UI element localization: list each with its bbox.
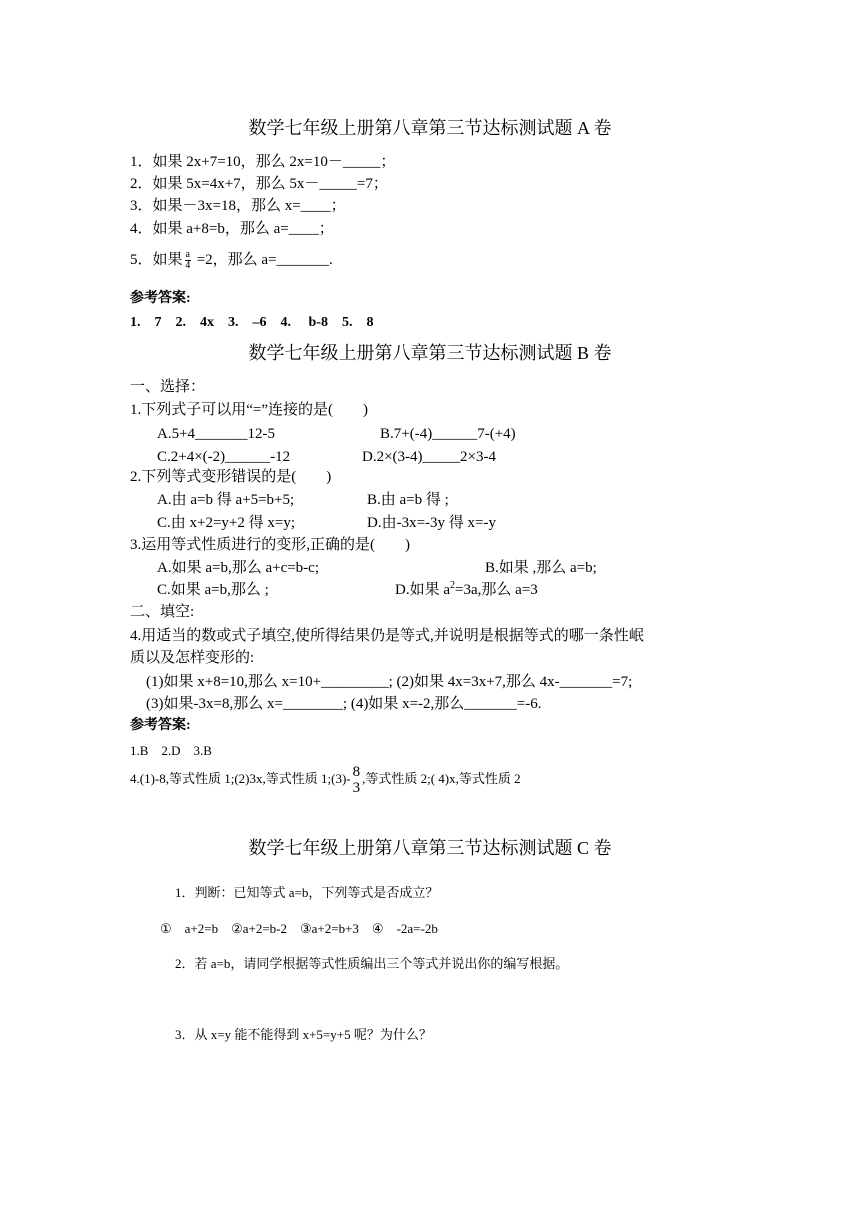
section-b-q2-option-b: B.由 a=b 得 ; [367, 492, 449, 508]
section-b-part-1-heading: 一、选择： [130, 379, 206, 395]
section-b-q2-option-a: A.由 a=b 得 a+5=b+5; [157, 492, 295, 508]
section-b-question-2: 2.下列等式变形错误的是( ) [130, 469, 332, 485]
exponent: 2 [450, 580, 455, 591]
section-b-answer-heading: 参考答案: [130, 718, 191, 733]
fraction-a-over-4 [185, 250, 191, 271]
section-b-question-4-line-1: 4.用适当的数或式子填空,使所得结果仍是等式,并说明是根据等式的哪一条性岷 [130, 628, 644, 644]
section-a-question-1: 1．如果 2x+7=10，那么 2x=10－_____； [130, 154, 396, 170]
section-b-question-4-line-2: 质以及怎样变形的: [130, 650, 255, 666]
section-b-question-1: 1.下列式子可以用“=”连接的是( ) [130, 402, 369, 418]
fraction-numerator: a [185, 249, 190, 261]
section-b-q1-option-d: D.2×(3-4)_____2×3-4 [362, 449, 496, 465]
section-a-question-4: 4．如果 a+8=b，那么 a=____； [130, 221, 334, 237]
section-a-question-3: 3．如果－3x=18，那么 x=____； [130, 198, 346, 214]
section-b-q1-option-c: C.2+4×(-2)______-12 [157, 449, 291, 465]
section-b-q1-option-a: A.5+4_______12-5 [157, 426, 276, 442]
option-d-prefix: D.如果 a [395, 582, 450, 598]
question-5-suffix: =2，那么 a=_______. [192, 252, 333, 268]
section-b-question-4-line-4: (3)如果-3x=8,那么 x=________; (4)如果 x=-2,那么_______=-6. [146, 696, 542, 712]
section-b-question-3: 3.运用等式性质进行的变形,正确的是( ) [130, 537, 410, 553]
section-b-q3-option-d [395, 580, 538, 600]
fraction-denominator: 4 [185, 260, 191, 272]
section-c-question-3: 3．从 x=y 能不能得到 x+5=y+5 呢？为什么？ [175, 1027, 432, 1042]
section-a-answers: 1. 7 2. 4x 3. –6 4. b-8 5. 8 [130, 315, 374, 330]
section-b-question-4-line-3: (1)如果 x+8=10,那么 x=10+_________; (2)如果 4x=3x+7,那么 4x-_______=7; [146, 674, 633, 690]
answers-2-prefix: 4.(1)-8,等式性质 1;(2)3x,等式性质 1;(3)- [130, 770, 351, 786]
section-c-title: 数学七年级上册第八章第三节达标测试题 C 卷 [248, 838, 612, 858]
section-c-question-2: 2．若 a=b，请同学根据等式性质编出三个等式并说出你的编写根据。 [175, 956, 569, 971]
fraction-numerator: 8 [352, 764, 361, 780]
section-a-question-5 [130, 250, 333, 271]
section-a-title: 数学七年级上册第八章第三节达标测试题 A 卷 [248, 118, 612, 138]
section-b-q3-option-a: A.如果 a=b,那么 a+c=b-c; [157, 560, 320, 576]
section-b-q3-option-b: B.如果 ,那么 a=b; [485, 560, 597, 576]
section-c-question-1: 1．判断：已知等式 a=b，下列等式是否成立？ [175, 885, 439, 900]
section-b-answers-1: 1.B 2.D 3.B [130, 743, 212, 758]
section-c-question-1-items: ① a+2=b ②a+2=b-2 ③a+2=b+3 ④ -2a=-2b [160, 921, 438, 936]
option-d-suffix: =3a,那么 a=3 [455, 582, 538, 598]
section-b-q1-option-b: B.7+(-4)______7-(+4) [380, 426, 516, 442]
fraction-8-over-3 [352, 764, 362, 796]
question-5-prefix: 5．如果 [130, 252, 183, 268]
section-b-answers-2 [130, 764, 521, 796]
section-b-q2-option-c: C.由 x+2=y+2 得 x=y; [157, 515, 296, 531]
section-b-q2-option-d: D.由-3x=-3y 得 x=-y [367, 515, 496, 531]
section-a-question-2: 2．如果 5x=4x+7，那么 5x－_____=7； [130, 176, 388, 192]
section-b-q3-option-c: C.如果 a=b,那么 ; [157, 582, 269, 598]
section-b-title: 数学七年级上册第八章第三节达标测试题 B 卷 [248, 343, 612, 363]
section-a-answer-heading: 参考答案: [130, 291, 191, 306]
answers-2-suffix: ,等式性质 2;( 4)x,等式性质 2 [362, 770, 521, 786]
section-b-part-2-heading: 二、填空: [130, 604, 195, 620]
fraction-denominator: 3 [352, 780, 361, 796]
